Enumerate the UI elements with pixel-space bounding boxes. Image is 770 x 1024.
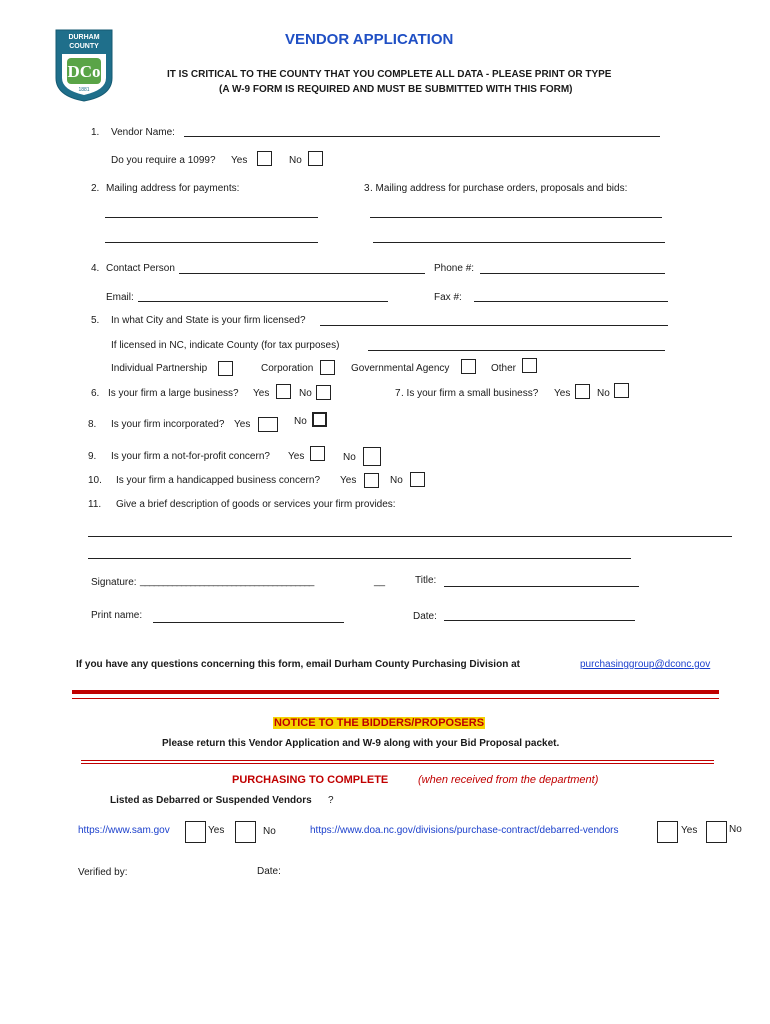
title-label: Title: [415,575,437,586]
signature-tail: __ [374,576,386,587]
description-line-2[interactable] [88,558,631,559]
notice-rule-2 [81,763,714,764]
not-for-profit-no-checkbox[interactable] [363,447,381,466]
corporation-checkbox[interactable] [320,360,335,375]
vendor-name-label: Vendor Name: [111,127,175,138]
nc-county-field[interactable] [368,350,665,351]
other-checkbox[interactable] [522,358,537,373]
incorporated-yes-checkbox[interactable] [258,417,278,432]
purchasing-note: (when received from the department) [418,774,599,786]
payment-address-line-1[interactable] [105,217,318,218]
po-address-line-1[interactable] [370,217,662,218]
subtitle-1: IT IS CRITICAL TO THE COUNTY THAT YOU COMPLETE ALL DATA - PLEASE PRINT OR TYPE [167,69,612,80]
large-business-no-checkbox[interactable] [316,385,331,400]
logo-line2: COUNTY [69,43,99,50]
email-label: Email: [106,292,134,303]
q2-number: 2. [91,183,100,194]
signature-field[interactable]: ______________________________________ [140,576,314,587]
not-for-profit-yes-checkbox[interactable] [310,446,325,461]
license-state-label: In what City and State is your firm licensed? [111,315,306,326]
verified-by-label: Verified by: [78,867,128,878]
doa-no-checkbox[interactable] [706,821,727,843]
title-field[interactable] [444,586,639,587]
print-name-field[interactable] [153,622,344,623]
large-business-yes-label: Yes [253,388,270,399]
individual-partnership-checkbox[interactable] [218,361,233,376]
nc-county-label: If licensed in NC, indicate County (for tax purposes) [111,340,340,351]
print-name-label: Print name: [91,610,143,621]
small-business-label: . Is your firm a small business? [401,388,539,399]
not-for-profit-no-label: No [343,452,356,463]
q4-number: 4. [91,263,100,274]
po-address-line-2[interactable] [373,242,665,243]
contact-person-field[interactable] [179,273,425,274]
email-field[interactable] [138,301,388,302]
incorporated-no-label: No [294,416,307,427]
phone-label: Phone #: [434,263,475,274]
other-label: Other [491,363,517,374]
sam-yes-label: Yes [208,825,225,836]
sam-gov-link[interactable]: https://www.sam.gov [78,825,170,836]
description-label: Give a brief description of goods or services your firm provides: [116,499,396,510]
payment-address-line-2[interactable] [105,242,318,243]
q1099-no-label: No [289,155,302,166]
large-business-label: Is your firm a large business? [108,388,239,399]
q1-number: 1. [91,127,100,138]
small-business-no-label: No [597,388,610,399]
large-business-no-label: No [299,388,312,399]
incorporated-no-checkbox[interactable] [312,412,327,427]
page-title: VENDOR APPLICATION [285,31,454,48]
subtitle-2: (A W-9 FORM IS REQUIRED AND MUST BE SUBMITTED WITH THIS FORM) [219,84,573,95]
sam-yes-checkbox[interactable] [185,821,206,843]
date-label: Date: [413,611,437,622]
doa-no-label: No [729,824,742,835]
handicapped-yes-label: Yes [340,475,357,486]
date-field[interactable] [444,620,635,621]
q3-number: 3 [364,183,370,194]
governmental-agency-checkbox[interactable] [461,359,476,374]
contact-person-label: Contact Person [106,263,175,274]
red-rule-thick [72,690,719,694]
logo-line1: DURHAM [68,34,100,41]
q6-number: 6. [91,388,100,399]
q1099-yes-label: Yes [231,155,248,166]
small-business-yes-checkbox[interactable] [575,384,590,399]
not-for-profit-yes-label: Yes [288,451,305,462]
durham-county-logo [53,28,115,102]
vendor-name-field[interactable] [184,136,660,137]
payment-address-label: Mailing address for payments: [106,183,240,194]
q9-number: 9. [88,451,97,462]
notice-title: NOTICE TO THE BIDDERS/PROPOSERS [274,717,485,729]
corporation-label: Corporation [261,363,314,374]
small-business-yes-label: Yes [554,388,571,399]
incorporated-yes-label: Yes [234,419,251,430]
doa-debarred-link[interactable]: https://www.doa.nc.gov/divisions/purchase-contract/debarred-vendors [310,825,619,836]
fax-label: Fax #: [434,292,462,303]
purchasing-email-link[interactable]: purchasinggroup@dconc.gov [580,659,711,670]
sam-no-checkbox[interactable] [235,821,256,843]
q1099-label: Do you require a 1099? [111,155,216,166]
description-line-1[interactable] [88,536,732,537]
doa-yes-checkbox[interactable] [657,821,678,843]
notice-text: Please return this Vendor Application and W-9 along with your Bid Proposal packet. [162,738,560,749]
q5-number: 5. [91,315,100,326]
debarred-label: Listed as Debarred or Suspended Vendors [110,795,312,806]
purchasing-title: PURCHASING TO COMPLETE [232,774,389,786]
q7-number: 7 [395,388,401,399]
red-rule-thin [72,698,719,699]
fax-field[interactable] [474,301,668,302]
handicapped-no-checkbox[interactable] [410,472,425,487]
logo-year: 1881 [78,87,90,93]
not-for-profit-label: Is your firm a not-for-profit concern? [111,451,270,462]
debarred-question-mark: ? [328,795,334,806]
license-state-field[interactable] [320,325,668,326]
q10-number: 10. [88,475,102,486]
q8-number: 8. [88,419,97,430]
individual-partnership-label: Individual Partnership [111,363,208,374]
handicapped-yes-checkbox[interactable] [364,473,379,488]
governmental-agency-label: Governmental Agency [351,363,450,374]
signature-label: Signature: [91,577,137,588]
phone-field[interactable] [480,273,665,274]
logo-mark: DCo [67,62,101,81]
notice-rule-1 [81,760,714,761]
incorporated-label: Is your firm incorporated? [111,419,225,430]
doa-yes-label: Yes [681,825,698,836]
po-address-label: . Mailing address for purchase orders, proposals and bids: [370,183,628,194]
sam-no-label: No [263,826,276,837]
questions-text: If you have any questions concerning this form, email Durham County Purchasing Division at [76,659,520,670]
small-business-no-checkbox[interactable] [614,383,629,398]
purchasing-date-label: Date: [257,866,281,877]
large-business-yes-checkbox[interactable] [276,384,291,399]
q1099-yes-checkbox[interactable] [257,151,272,166]
handicapped-label: Is your firm a handicapped business concern? [116,475,321,486]
q1099-no-checkbox[interactable] [308,151,323,166]
q11-number: 11. [88,499,102,510]
handicapped-no-label: No [390,475,403,486]
